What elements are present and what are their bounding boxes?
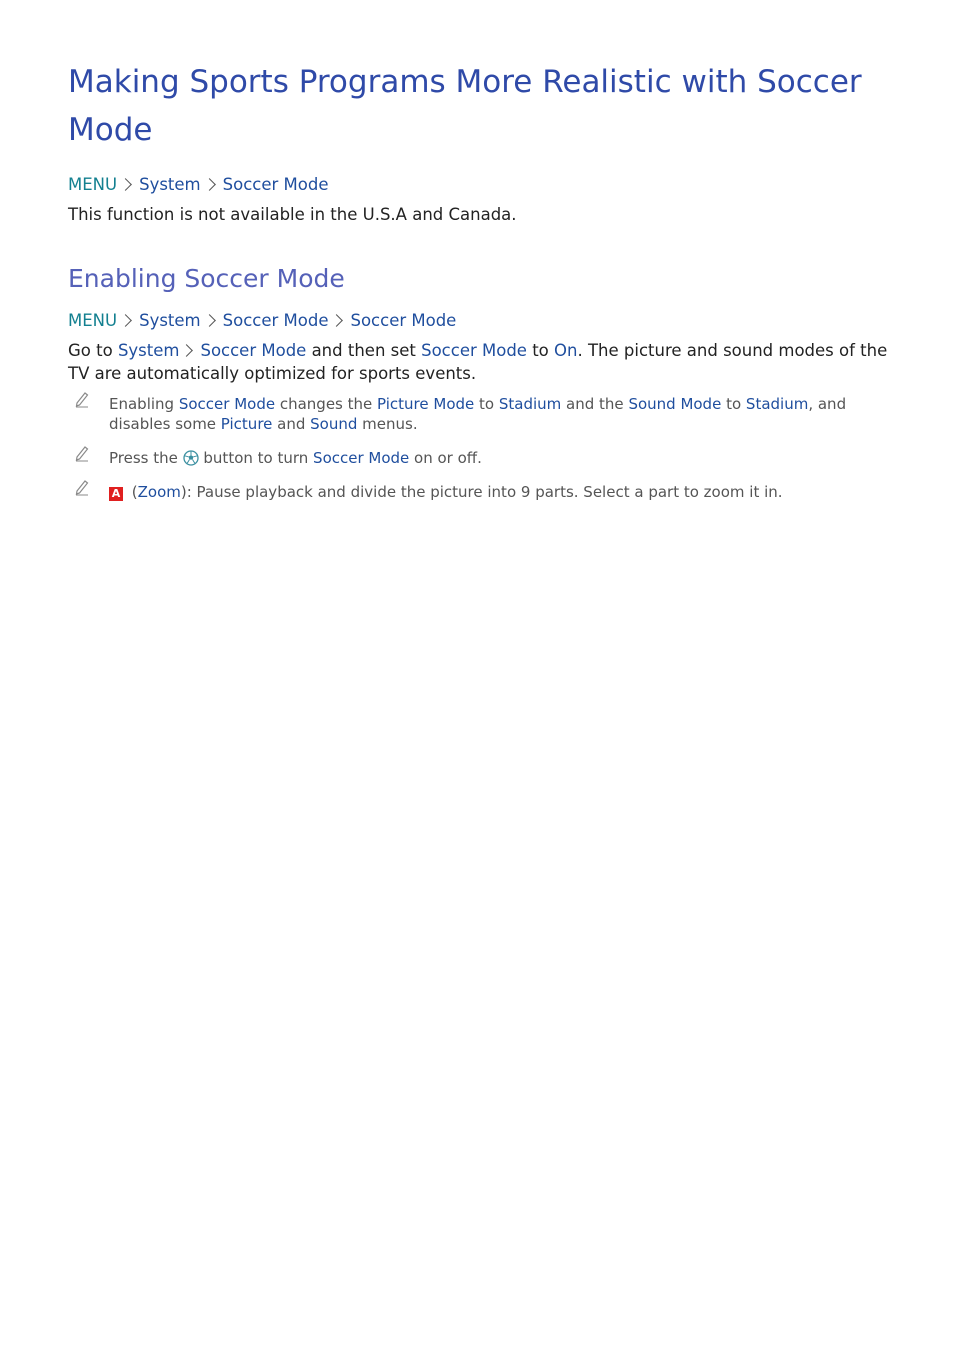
body-text: to bbox=[526, 341, 555, 360]
chevron-right-icon bbox=[119, 178, 132, 191]
chevron-right-icon bbox=[203, 178, 216, 191]
breadcrumb bbox=[68, 174, 328, 196]
pencil-icon bbox=[73, 478, 91, 496]
breadcrumb-menu[interactable]: MENU bbox=[68, 311, 118, 330]
body-text: and then set bbox=[306, 341, 422, 360]
note-text: Press the button to turn Soccer Mode on or off. bbox=[109, 449, 482, 467]
pencil-icon bbox=[73, 444, 91, 462]
breadcrumb-soccer-mode[interactable]: Soccer Mode bbox=[222, 311, 329, 330]
section-breadcrumb bbox=[68, 310, 456, 332]
note-text: Enabling Soccer Mode changes the Picture Mode to Stadium and the Sound Mode to Stadium, and disables some Picture and Sound menus. bbox=[109, 395, 847, 433]
breadcrumb-soccer-mode-item[interactable]: Soccer Mode bbox=[350, 311, 457, 330]
system-link: System bbox=[117, 341, 180, 360]
breadcrumb-system[interactable]: System bbox=[139, 311, 201, 330]
soccer-ball-icon bbox=[183, 450, 199, 466]
body-text: Go to bbox=[68, 341, 118, 360]
section-heading: Enabling Soccer Mode bbox=[68, 264, 345, 293]
breadcrumb-system[interactable]: System bbox=[139, 175, 201, 194]
pencil-icon bbox=[73, 390, 91, 408]
section-body bbox=[68, 339, 888, 385]
soccer-mode-link: Soccer Mode bbox=[421, 341, 527, 360]
chevron-right-icon bbox=[203, 314, 216, 327]
soccer-mode-link: Soccer Mode bbox=[200, 341, 307, 360]
availability-note: This function is not available in the U.S.A and Canada. bbox=[68, 205, 517, 224]
on-value: On bbox=[554, 341, 578, 360]
red-a-button-icon: A bbox=[109, 487, 123, 501]
breadcrumb-menu[interactable]: MENU bbox=[68, 175, 118, 194]
page-title: Making Sports Programs More Realistic with Soccer Mode bbox=[68, 64, 862, 148]
chevron-right-icon bbox=[181, 344, 194, 357]
note-text: A (Zoom): Pause playback and divide the picture into 9 parts. Select a part to zoom it in. bbox=[109, 482, 899, 502]
breadcrumb-soccer-mode[interactable]: Soccer Mode bbox=[222, 175, 329, 194]
body-text: . The picture and sound modes of the TV are automatically optimized for sports events. bbox=[68, 341, 888, 383]
chevron-right-icon bbox=[119, 314, 132, 327]
chevron-right-icon bbox=[331, 314, 344, 327]
